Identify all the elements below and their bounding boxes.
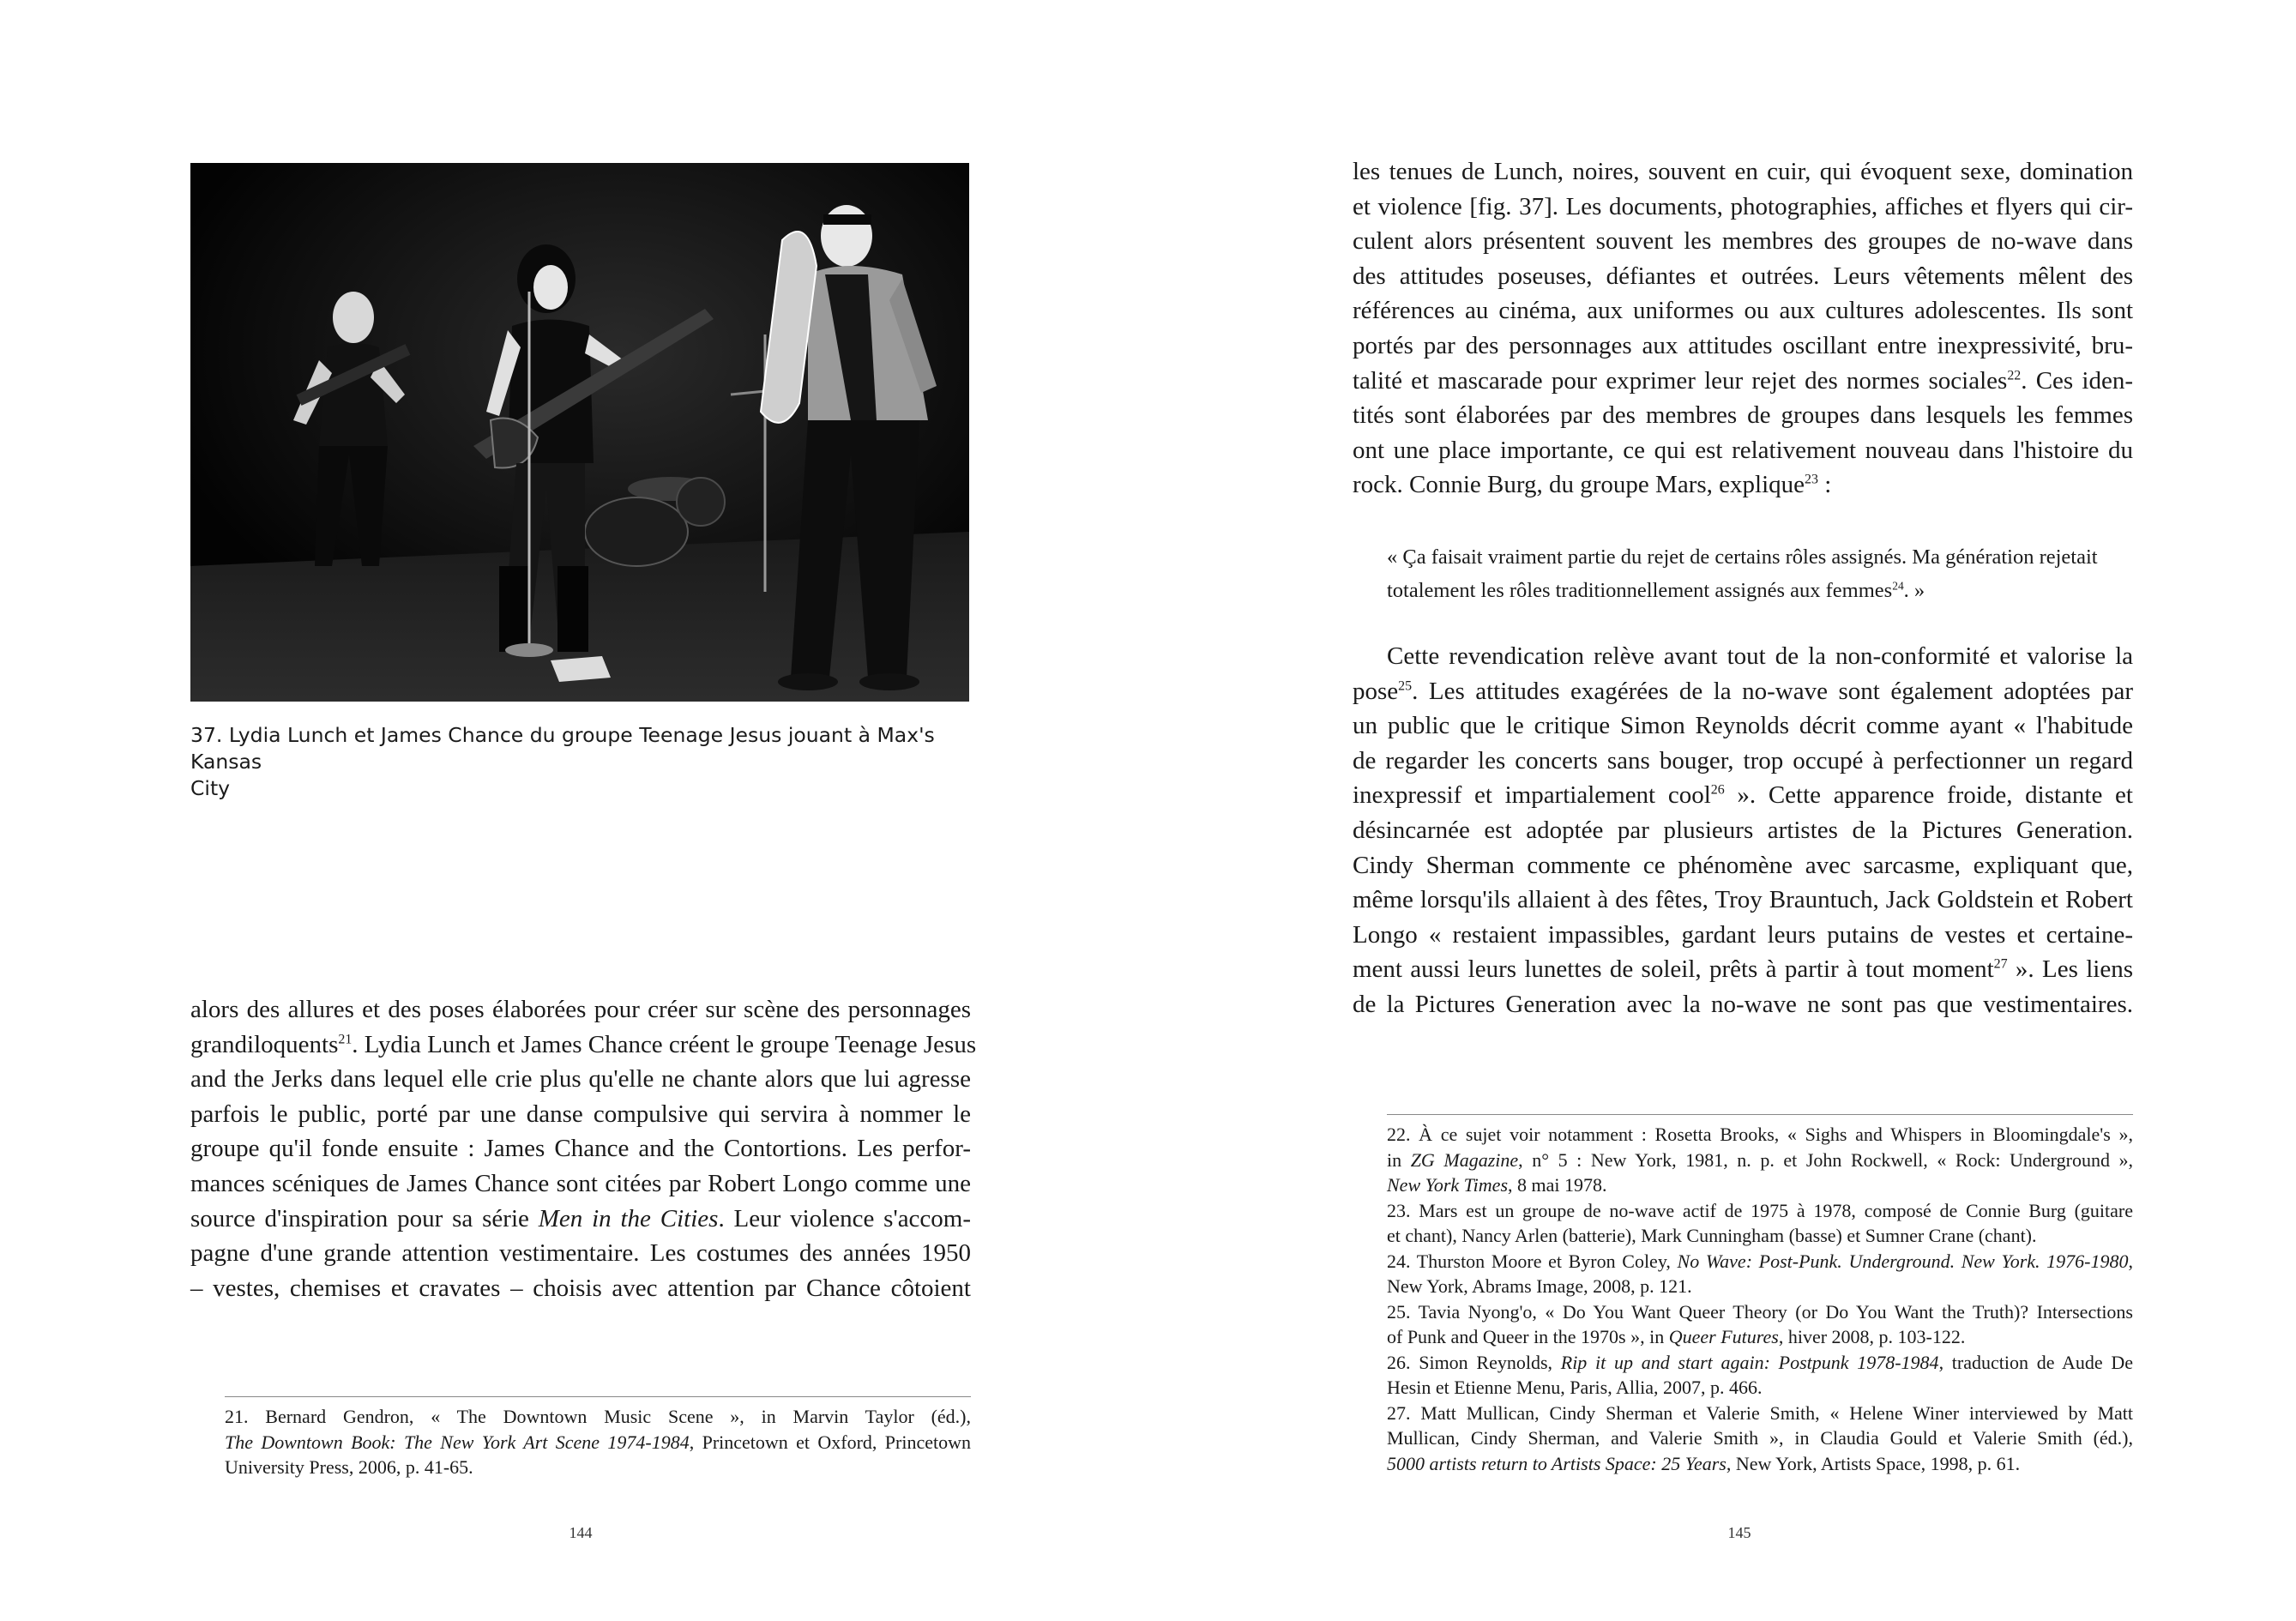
text-line: même lorsqu'ils allaient à des fêtes, Troy Brauntuch, Jack Goldstein et Robert	[1353, 886, 2133, 914]
right-body-text-2	[1353, 639, 2133, 1022]
footnote-line: of Punk and Queer in the 1970s », in Queer Futures, hiver 2008, p. 103-122.	[1387, 1326, 1966, 1347]
text-line: Cindy Sherman commente ce phénomène avec sarcasme, expliquant que,	[1353, 851, 2133, 879]
footnote-line: 26. Simon Reynolds, Rip it up and start again: Postpunk 1978-1984, traduction de Aude De	[1387, 1351, 2133, 1373]
concert-photo	[190, 163, 969, 702]
right-body-text	[1353, 154, 2133, 503]
concert-photo-illustration	[190, 163, 969, 702]
footnote-line: 23. Mars est un groupe de no-wave actif de 1975 à 1978, composé de Connie Burg (guitare	[1387, 1199, 2133, 1221]
footnote-line: University Press, 2006, p. 41-65.	[225, 1456, 473, 1478]
quote-line: « Ça faisait vraiment partie du rejet de certains rôles assignés. Ma génération rejetait	[1387, 545, 2098, 569]
footnote-line: New York, Abrams Image, 2008, p. 121.	[1387, 1275, 1692, 1297]
footnote-line: The Downtown Book: The New York Art Scene 1974-1984, Princetown et Oxford, Princetown	[225, 1431, 971, 1453]
page-number: 144	[569, 1524, 593, 1541]
text-line: ont une place importante, ce qui est relativement nouveau dans l'histoire du	[1353, 436, 2133, 464]
text-line: de la Pictures Generation avec la no-wave ne sont pas que vestimentaires.	[1353, 990, 2133, 1018]
text-line: Cette revendication relève avant tout de la non-conformité et valorise la	[1387, 642, 2133, 670]
text-line: ment aussi leurs lunettes de soleil, prêts à partir à tout moment$^{27}$ ». Les liens	[1353, 955, 2133, 984]
figure-caption	[190, 722, 971, 802]
footnote-line: et chant), Nancy Arlen (batterie), Mark Cunningham (basse) et Sumner Crane (chant).	[1387, 1225, 2037, 1246]
text-line: groupe qu'il fonde ensuite : James Chance and the Contortions. Les perfor-	[190, 1135, 971, 1163]
figure-caption-line-2: City	[190, 776, 231, 800]
footnote-ref: 21	[338, 1032, 353, 1047]
footnote-ref: 25	[1398, 678, 1413, 694]
footnote-line: 24. Thurston Moore et Byron Coley, No Wave: Post-Punk. Underground. New York. 1976-1980,	[1387, 1250, 2133, 1272]
text-line: pagne d'une grande attention vestimentaire. Les costumes des années 1950	[190, 1239, 971, 1268]
right-page	[1148, 0, 2296, 1621]
footnote-ref: 22	[2007, 368, 2022, 383]
text-line: un public que le critique Simon Reynolds décrit comme ayant « l'habitude	[1353, 712, 2133, 740]
footnote-line: Mullican, Cindy Sherman, and Valerie Smith », in Claudia Gould et Valerie Smith (éd.),	[1387, 1427, 2133, 1449]
block-quote	[1387, 540, 2133, 607]
text-line: rock. Connie Burg, du groupe Mars, explique$^{23}$ :	[1353, 471, 1832, 499]
text-line: pose$^{25}$. Les attitudes exagérées de la no-wave sont également adoptées par	[1353, 677, 2133, 705]
footnote-line: 21. Bernard Gendron, « The Downtown Music Scene », in Marvin Taylor (éd.),	[225, 1406, 971, 1427]
text-line: parfois le public, porté par une danse compulsive qui servira à nommer le	[190, 1100, 971, 1128]
footnote-line: in ZG Magazine, n° 5 : New York, 1981, n. p. et John Rockwell, « Rock: Underground »,	[1387, 1148, 2134, 1171]
right-footnotes	[1387, 1122, 2133, 1476]
left-footnotes	[225, 1404, 971, 1480]
text-line: alors des allures et des poses élaborées pour créer sur scène des personnages	[190, 996, 971, 1023]
left-body-text	[190, 992, 977, 1305]
footnote-ref: 27	[1993, 956, 2008, 972]
text-line: mances scéniques de James Chance sont citées par Robert Longo comme une	[190, 1169, 971, 1197]
page-number: 145	[1727, 1524, 1751, 1541]
text-line: culent alors présentent souvent les membres des groupes de no-wave dans	[1353, 227, 2133, 256]
text-line: source d'inspiration pour sa série Men in the Cities. Leur violence s'accom-	[190, 1204, 972, 1232]
footnote-line: 25. Tavia Nyong'o, « Do You Want Queer Theory (or Do You Want the Truth)? Intersections	[1387, 1300, 2133, 1323]
text-line: inexpressif et impartialement cool$^{26}$ ». Cette apparence froide, distante et	[1353, 781, 2133, 810]
text-line: talité et mascarade pour exprimer leur rejet des normes sociales$^{22}$. Ces iden-	[1353, 366, 2133, 395]
text-line: – vestes, chemises et cravates – choisis avec attention par Chance côtoient	[190, 1274, 971, 1302]
footnote-ref: 26	[1710, 783, 1725, 798]
footnote-line: 22. À ce sujet voir notamment : Rosetta Brooks, « Sighs and Whispers in Bloomingdale's »,	[1387, 1124, 2133, 1145]
text-line: de regarder les concerts sans bouger, trop occupé à perfectionner un regard	[1353, 746, 2133, 774]
footnote-separator	[1387, 1114, 2133, 1115]
text-line: portés par des personnages aux attitudes oscillant entre inexpressivité, bru-	[1353, 331, 2133, 359]
text-line: désincarnée est adoptée par plusieurs artistes de la Pictures Generation.	[1353, 816, 2133, 844]
footnote-ref: 24	[1892, 579, 1904, 593]
artwork-title: Men in the Cities	[538, 1204, 719, 1232]
footnote-line: Hesin et Etienne Menu, Paris, Allia, 2007, p. 466.	[1387, 1377, 1763, 1398]
text-line: les tenues de Lunch, noires, souvent en cuir, qui évoquent sexe, domination	[1353, 158, 2133, 185]
text-line: et violence [fig. 37]. Les documents, photographies, affiches et flyers qui cir-	[1353, 192, 2133, 220]
footnote-line: New York Times, 8 mai 1978.	[1387, 1174, 1607, 1196]
quote-line: totalement les rôles traditionnellement assignés aux femmes$^{24}$. »	[1387, 579, 1925, 602]
text-line: références au cinéma, aux uniformes ou aux cultures adolescentes. Ils sont	[1353, 297, 2133, 325]
text-line: and the Jerks dans lequel elle crie plus qu'elle ne chante alors que lui agresse	[190, 1065, 971, 1094]
footnote-line: 27. Matt Mullican, Cindy Sherman et Valerie Smith, « Helene Winer interviewed by Matt	[1387, 1401, 2133, 1424]
text-line: des attitudes poseuses, défiantes et outrées. Leurs vêtements mêlent des	[1353, 262, 2133, 290]
footnote-ref: 23	[1805, 472, 1818, 487]
text-line: Longo « restaient impassibles, gardant leurs putains de vestes et certaine-	[1353, 920, 2133, 949]
figure-caption-line-1: 37. Lydia Lunch et James Chance du groupe Teenage Jesus jouant à Max's Kansas	[190, 723, 935, 774]
text-line: tités sont élaborées par des membres de groupes dans lesquels les femmes	[1353, 401, 2133, 430]
text-line: grandiloquents$^{21}$. Lydia Lunch et James Chance créent le groupe Teenage Jesus	[190, 1030, 977, 1058]
footnote-line: 5000 artists return to Artists Space: 25 Years, New York, Artists Space, 1998, p. 61.	[1387, 1452, 2021, 1474]
footnote-separator	[225, 1396, 971, 1397]
